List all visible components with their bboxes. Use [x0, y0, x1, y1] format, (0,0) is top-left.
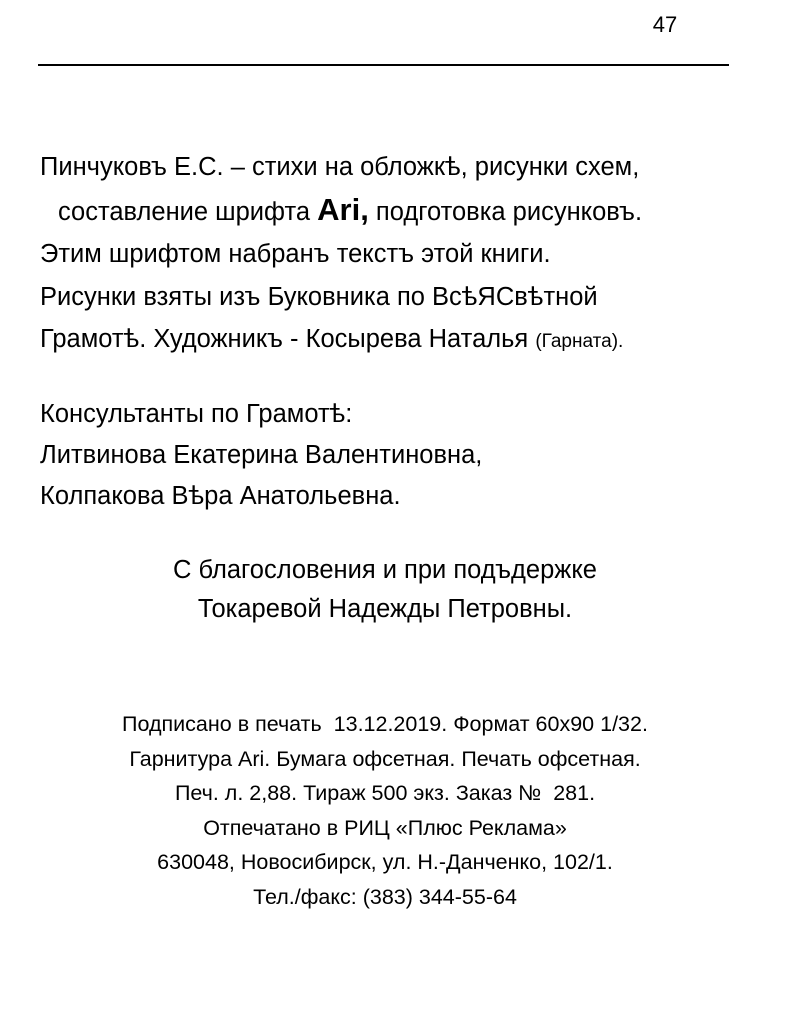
imprint-phone: Тел./факс: (383) 344-55-64	[253, 884, 517, 909]
blessing-line: С благословения и при подъдержке	[173, 556, 597, 584]
imprint-sheets: Печ. л. 2,88. Тираж 500 экз. Заказ № 281.	[174, 781, 596, 805]
page-number: 47	[652, 12, 678, 37]
imprint-block	[0, 707, 770, 914]
imprint-signed: Подписано в печать 13.12.2019. Формат 60х90 1/32.	[122, 712, 648, 736]
imprint-address: 630048, Новосибирск, ул. Н.-Данченко, 102/1.	[157, 850, 613, 874]
credit-line-artist-main: Грамотѣ. Художникъ - Косырева Наталья	[40, 325, 536, 353]
imprint-typeface: Гарнитура Ari. Бумага офсетная. Печать офсетная.	[129, 746, 641, 771]
credit-line-typeset: Этим шрифтом набранъ текстъ этой книги.	[40, 240, 551, 268]
credit-line-font	[40, 189, 760, 234]
credit-line-font-before: составление шрифта	[58, 197, 318, 226]
header-rule	[38, 64, 729, 66]
artist-pseudonym: (Гарната).	[535, 331, 624, 352]
imprint-printer: Отпечатано в РИЦ «Плюс Реклама»	[203, 815, 567, 840]
credit-line-author: Пинчуковъ Е.С. – стихи на обложкѣ, рисунки схем,	[40, 153, 640, 181]
consultants-heading: Консультанты по Грамотѣ:	[40, 400, 353, 428]
consultant-name: Литвинова Екатерина Валентиновна,	[40, 441, 483, 469]
font-name: Ari,	[317, 191, 369, 227]
credit-line-artist	[40, 318, 760, 364]
credit-line-font-after: подготовка рисунковъ.	[368, 197, 643, 226]
blessing-name: Токаревой Надежды Петровны.	[197, 595, 573, 623]
blessing-block	[0, 551, 770, 629]
consultant-name: Колпакова Вѣра Анатольевна.	[40, 482, 401, 510]
credits-block	[40, 146, 760, 364]
consultants-block	[40, 394, 760, 517]
credit-line-pictures: Рисунки взяты изъ Буковника по ВсѣЯСвѣтной	[40, 282, 598, 311]
